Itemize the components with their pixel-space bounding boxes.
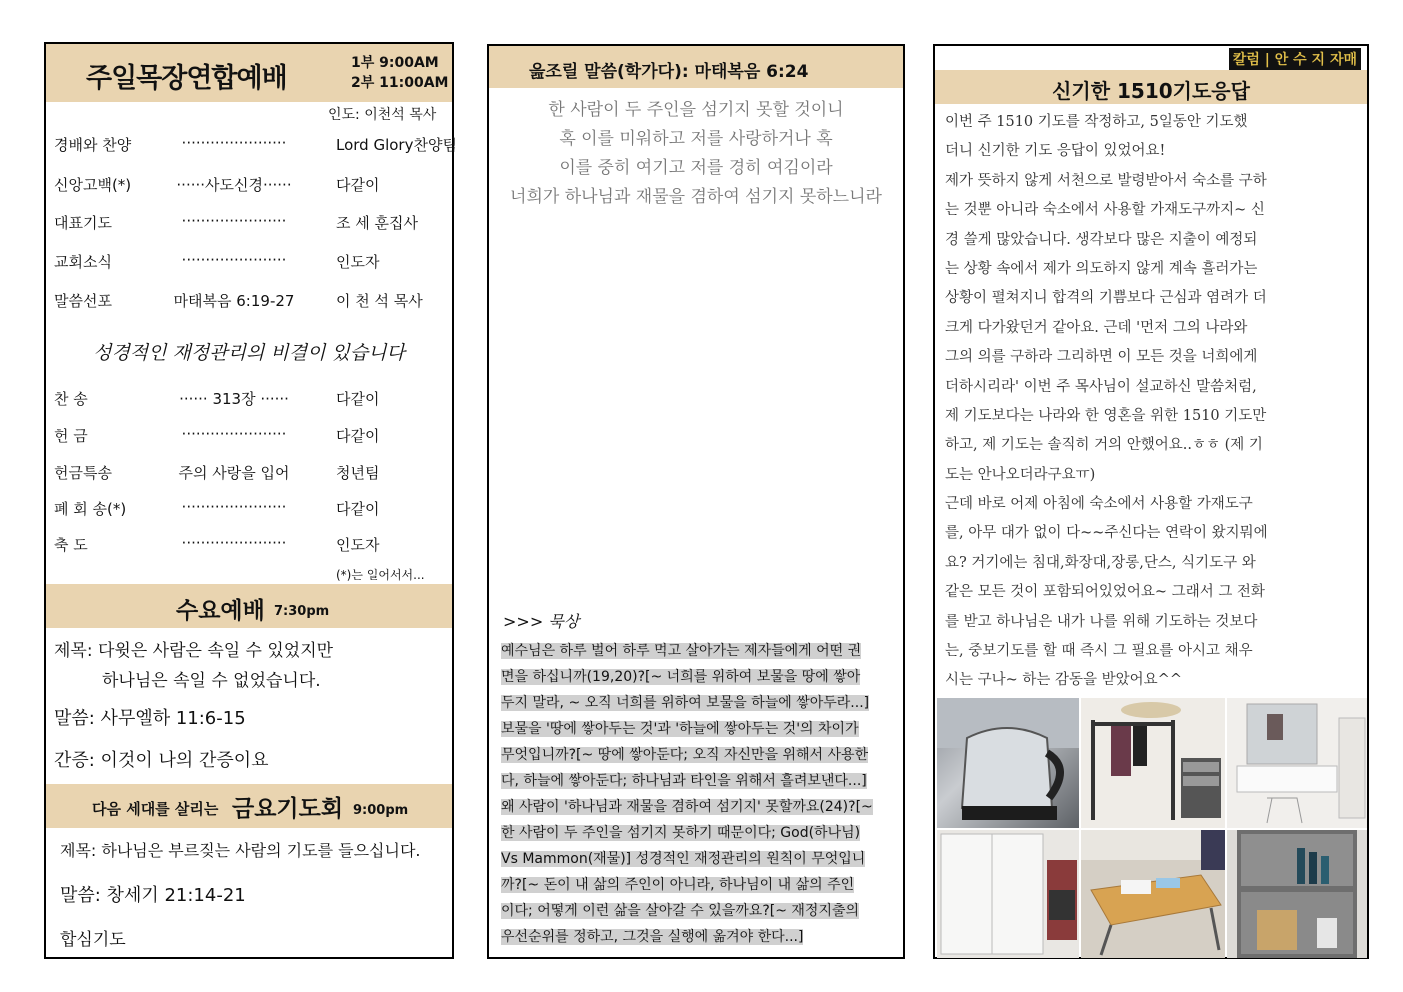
essay-line: 더니 신기한 기도 응답이 있었어요! [945,143,1166,160]
order-item: 축 도 [54,536,88,554]
wednesday-testimony: 간증: 이것이 나의 간증이요 [54,750,269,771]
meditation-line: 왜 사람이 '하나님과 재물을 겸하여 섬기지' 못할까요(24)?[~ [501,799,873,815]
meditation-line: 무엇입니까?[~ 땅에 쌓아둔다; 오직 자신만을 위해서 사용한 [501,747,869,763]
service-time-1: 1부 9:00AM [351,55,439,71]
memory-verse [489,96,903,212]
order-person: 조 세 훈집사 [336,214,418,232]
cabinet-photo [1227,830,1367,958]
order-detail: ······ 313장 ······ [179,390,289,408]
essay-line: 근데 바로 어제 아침에 숙소에서 사용할 가재도구 [945,496,1253,513]
vanity-photo [1227,698,1367,828]
folding-table-icon [1081,830,1225,958]
order-detail: ······················ [181,498,287,516]
essay-line: 그의 의를 구하라 그리하면 이 모든 것을 너희에게 [945,349,1258,366]
meditation-title: >>> 묵상 [503,612,580,631]
order-detail: ······사도신경······ [176,176,292,194]
cabinet-icon [1227,830,1367,958]
meditation-text [501,638,897,950]
meditation-line: 한 사람이 두 주인을 섬기지 못하기 때문이다; God(하나님) [501,825,861,841]
meditation-line: 까?[~ 돈이 내 삶의 주인이 아니라, 하나님이 내 삶의 주인 [501,877,855,893]
order-item: 경배와 찬양 [54,136,132,154]
wardrobe-photo [937,830,1079,958]
verse-line: 한 사람이 두 주인을 섬기지 못할 것이니 [548,100,844,120]
order-person: 다같이 [336,176,380,194]
order-detail: ······················ [181,134,287,152]
order-item: 대표기도 [54,214,112,232]
friday-time: 9:00pm [353,803,409,818]
order-row [54,534,452,558]
sunday-service-title: 주일목장연합예배 [86,63,287,94]
order-row [54,462,452,486]
order-person: 다같이 [336,500,380,518]
wednesday-time: 7:30pm [274,604,330,619]
service-time-2: 2부 11:00AM [351,75,449,91]
order-row [54,290,452,314]
essay-line: 더하시리라' 이번 주 목사님이 설교하신 말씀처럼, [945,378,1257,395]
essay-line: 시는 구나~ 하는 감동을 받았어요^^ [945,672,1182,689]
scripture-header-text: 읊조릴 말씀(학가다): 마태복음 6:24 [529,62,809,82]
column-panel [933,44,1369,959]
service-leader: 인도: 이천석 목사 [328,107,437,123]
verse-line: 이를 중히 여기고 저를 경히 여김이라 [559,158,833,178]
meditation-line: 면을 하십니까(19,20)?[~ 너희를 위하여 보물을 땅에 쌓아 [501,669,861,685]
order-item: 교회소식 [54,253,112,271]
essay-line: 도는 안나오더라구요ㅠ) [945,466,1096,483]
clothes-rack-icon [1081,698,1225,828]
order-detail: 주의 사랑을 입어 [178,464,290,482]
essay-line: 를 받고 하나님은 내가 나를 위해 기도하는 것보다 [945,613,1258,630]
order-detail: ······················ [181,212,287,230]
vanity-icon [1227,698,1367,828]
order-row [54,134,457,158]
scripture-header [489,46,903,88]
friday-subject: 제목: 하나님은 부르짖는 사람의 기도를 들으십니다. [60,841,421,860]
order-detail: 마태복음 6:19-27 [173,292,295,310]
meditation-line: 보물을 '땅에 쌓아두는 것'과 '하늘에 쌓아두는 것'의 차이가 [501,721,859,737]
order-detail: ······················ [181,425,287,443]
meditation-line: 예수님은 하루 벌어 하루 먹고 살아가는 제자들에게 어떤 권 [501,643,862,659]
sermon-title: 성경적인 재정관리의 비결이 있습니다 [93,342,405,364]
order-detail: ······················ [181,534,287,552]
meditation-line: 다, 하늘에 쌓아둔다; 하나님과 타인을 위해서 흘려보낸다...] [501,773,867,789]
order-detail: ······················ [181,251,287,269]
essay-line: 크게 다가왔던거 같아요. 근데 '먼저 그의 나라와 [945,319,1248,336]
order-person: 인도자 [336,536,380,554]
order-row [54,212,452,236]
essay-line: 는 것뿐 아니라 숙소에서 사용할 가재도구까지~ 신 [945,202,1265,219]
kettle-photo [937,698,1079,828]
meditation-line: Vs Mammon(재물)] 성경적인 재정관리의 원칙이 무엇입니 [501,851,866,867]
wardrobe-icon [937,830,1079,958]
meditation-line: 두지 말라, ~ 오직 너희를 위하여 보물을 하늘에 쌓아두라...] [501,695,870,711]
sunday-service-header [46,44,452,102]
clothes-rack-photo [1081,698,1225,828]
folding-table-photo [1081,830,1225,958]
wednesday-scripture: 말씀: 사무엘하 11:6-15 [54,708,246,729]
order-person: 이 천 석 목사 [336,292,423,310]
essay-line: 상황이 펼쳐지니 합격의 기쁨보다 근심과 염려가 더 [945,290,1267,307]
friday-title: 금요기도회 [232,796,344,822]
order-item: 폐 회 송(*) [54,500,127,518]
order-row [54,251,452,275]
order-person: 다같이 [336,427,380,445]
essay-line: 제 기도보다는 나라와 한 영혼을 위한 1510 기도만 [945,407,1267,424]
scripture-panel [487,44,905,959]
verse-line: 너희가 하나님과 재물을 겸하여 섬기지 못하느니라 [510,187,882,207]
wednesday-header [46,584,452,628]
order-person: 인도자 [336,253,380,271]
order-person: Lord Glory찬양팀 [336,136,457,154]
essay-line: 는, 중보기도를 할 때 즉시 그 필요를 아시고 채우 [945,643,1253,660]
verse-line: 혹 이를 미워하고 저를 사랑하거나 혹 [559,129,833,149]
order-item: 헌금특송 [54,464,112,482]
friday-header [46,784,452,828]
order-item: 헌 금 [54,427,88,445]
meditation-line: 이다; 어떻게 이런 삶을 살아갈 수 있을까요?[~ 재정지출의 [501,903,860,919]
column-essay [945,108,1361,696]
essay-line: 제가 뜻하지 않게 서천으로 발령받아서 숙소를 구하 [945,172,1267,189]
friday-closing: 합심기도 [60,930,126,950]
essay-line: 경 쓸게 많았습니다. 생각보다 많은 지출이 예정되 [945,231,1258,248]
column-header [935,70,1367,104]
stand-note: (*)는 일어서서... [336,568,425,582]
worship-order-panel [44,42,457,959]
essay-line: 같은 모든 것이 포함되어있었어요~ 그래서 그 전화 [945,584,1265,601]
essay-line: 를, 아무 대가 없이 다~~주신다는 연락이 왔지뭐에 [945,525,1268,542]
order-item: 신앙고백(*) [54,176,132,194]
wednesday-title: 수요예배 [176,598,265,624]
order-row [54,174,452,198]
order-row [54,388,452,412]
order-person: 다같이 [336,390,380,408]
column-title: 신기한 1510기도응답 [1052,79,1250,103]
essay-line: 요? 거기에는 침대,화장대,장롱,단스, 식기도구 와 [945,554,1256,571]
essay-line: 이번 주 1510 기도를 작정하고, 5일동안 기도했 [945,114,1248,130]
friday-scripture: 말씀: 창세기 21:14-21 [60,885,246,906]
order-person: 청년팀 [336,464,380,482]
wednesday-subject-2: 하나님은 속일 수 없었습니다. [102,671,321,691]
essay-line: 하고, 제 기도는 솔직히 거의 안했어요..ㅎㅎ (제 기 [945,437,1263,454]
order-item: 찬 송 [54,390,88,408]
meditation-line: 우선순위를 정하고, 그것을 실행에 옮겨야 한다...] [501,929,804,945]
kettle-icon [937,698,1079,828]
order-row [54,425,452,449]
wednesday-subject: 제목: 다윗은 사람은 속일 수 있었지만 [54,641,334,661]
order-row [54,498,452,522]
essay-line: 는 상황 속에서 제가 의도하지 않게 계속 흘러가는 [945,260,1258,277]
column-author-tag: 칼럼 | 안 수 지 자매 [1229,48,1361,70]
order-item: 말씀선포 [54,292,112,310]
photo-grid [937,698,1367,958]
service-times [351,53,448,93]
friday-prefix: 다음 세대를 살리는 [92,800,219,818]
